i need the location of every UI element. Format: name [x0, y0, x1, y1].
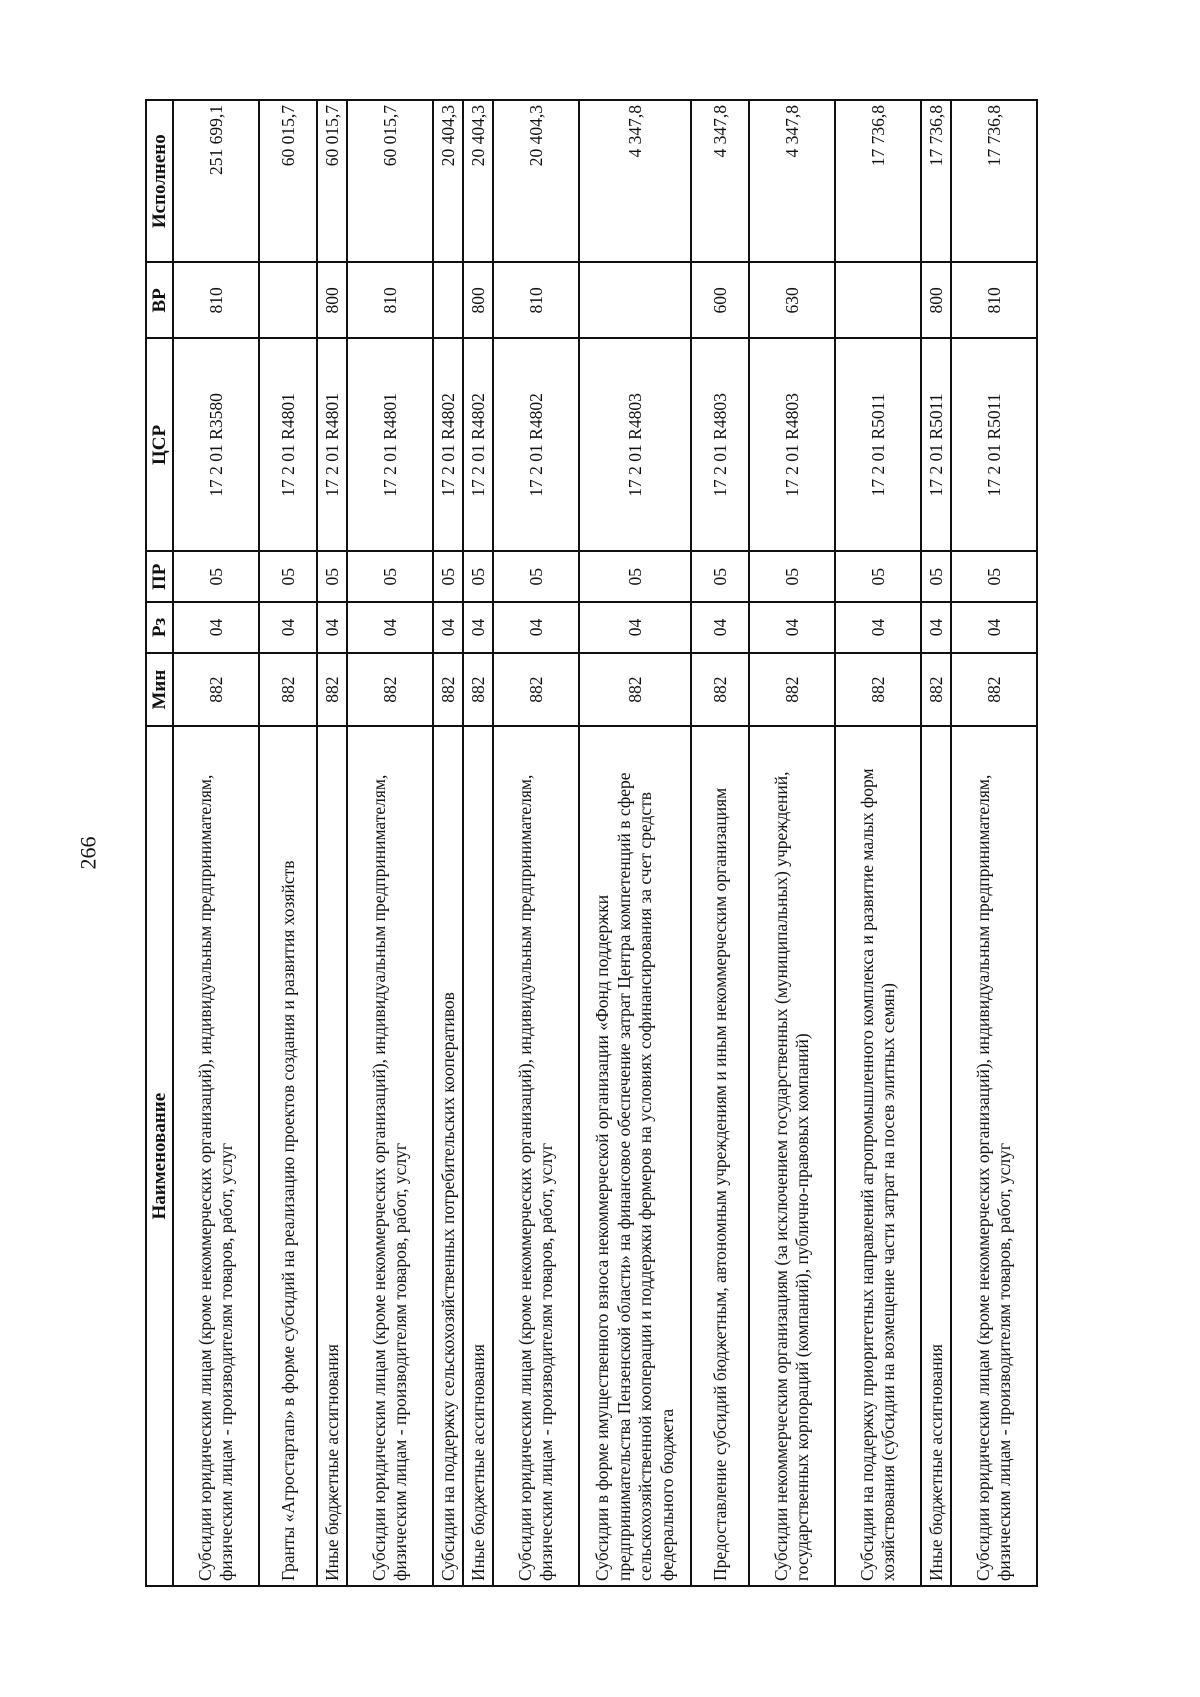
cell-csr: 17 2 01 R4801	[259, 338, 317, 551]
table-row	[691, 100, 749, 1586]
cell-pr: 05	[173, 551, 259, 602]
cell-name: Субсидии юридическим лицам (кроме некоммерческих организаций), индивидуальным предпринимателям, физическим лицам - производителям товаров, работ, услуг	[173, 726, 259, 1586]
cell-vr	[259, 262, 317, 338]
cell-executed: 20 404,3	[433, 100, 463, 262]
table-row	[347, 100, 433, 1586]
cell-csr: 17 2 01 R4802	[463, 338, 493, 551]
cell-executed: 4 347,8	[691, 100, 749, 262]
cell-pr: 05	[259, 551, 317, 602]
table-row	[921, 100, 951, 1586]
cell-executed: 251 699,1	[173, 100, 259, 262]
cell-csr: 17 2 01 R5011	[835, 338, 921, 551]
table-row	[433, 100, 463, 1586]
header-executed: Исполнено	[146, 100, 173, 262]
cell-vr: 810	[347, 262, 433, 338]
cell-pr: 05	[493, 551, 579, 602]
cell-vr: 810	[173, 262, 259, 338]
cell-min: 882	[259, 653, 317, 727]
budget-table-frame	[145, 99, 1030, 1587]
cell-rz: 04	[835, 602, 921, 653]
cell-vr	[433, 262, 463, 338]
cell-csr: 17 2 01 R4801	[347, 338, 433, 551]
table-row	[463, 100, 493, 1586]
cell-name: Иные бюджетные ассигнования	[317, 726, 347, 1586]
header-min: Мин	[146, 653, 173, 727]
cell-name: Субсидии некоммерческим организациям (за исключением государственных (муниципальных) учреждений, государственных корпораций (компаний), публично-правовых компаний)	[749, 726, 835, 1586]
cell-vr: 810	[951, 262, 1037, 338]
cell-name: Субсидии юридическим лицам (кроме некоммерческих организаций), индивидуальным предпринимателям, физическим лицам - производителям товаров, работ, услуг	[951, 726, 1037, 1586]
cell-rz: 04	[433, 602, 463, 653]
cell-rz: 04	[317, 602, 347, 653]
cell-executed: 17 736,8	[835, 100, 921, 262]
cell-pr: 05	[691, 551, 749, 602]
table-row	[173, 100, 259, 1586]
cell-name: Субсидии на поддержку сельскохозяйственных потребительских кооперативов	[433, 726, 463, 1586]
cell-min: 882	[579, 653, 691, 727]
cell-csr: 17 2 01 R4803	[579, 338, 691, 551]
cell-min: 882	[921, 653, 951, 727]
cell-pr: 05	[463, 551, 493, 602]
cell-min: 882	[433, 653, 463, 727]
cell-vr: 810	[493, 262, 579, 338]
cell-name: Предоставление субсидий бюджетным, автономным учреждениям и иным некоммерческим организациям	[691, 726, 749, 1586]
cell-rz: 04	[579, 602, 691, 653]
cell-executed: 60 015,7	[259, 100, 317, 262]
cell-executed: 20 404,3	[463, 100, 493, 262]
cell-executed: 20 404,3	[493, 100, 579, 262]
table-body	[173, 100, 1037, 1586]
budget-table	[145, 99, 1038, 1587]
cell-rz: 04	[691, 602, 749, 653]
cell-csr: 17 2 01 R3580	[173, 338, 259, 551]
cell-vr	[579, 262, 691, 338]
table-row	[835, 100, 921, 1586]
cell-vr	[835, 262, 921, 338]
cell-pr: 05	[835, 551, 921, 602]
cell-min: 882	[951, 653, 1037, 727]
cell-executed: 4 347,8	[579, 100, 691, 262]
cell-min: 882	[493, 653, 579, 727]
cell-pr: 05	[749, 551, 835, 602]
header-vr: ВР	[146, 262, 173, 338]
cell-name: Иные бюджетные ассигнования	[921, 726, 951, 1586]
cell-vr: 800	[921, 262, 951, 338]
cell-min: 882	[317, 653, 347, 727]
cell-rz: 04	[951, 602, 1037, 653]
cell-pr: 05	[921, 551, 951, 602]
cell-min: 882	[347, 653, 433, 727]
table-row	[493, 100, 579, 1586]
cell-executed: 17 736,8	[951, 100, 1037, 262]
cell-csr: 17 2 01 R4803	[749, 338, 835, 551]
cell-min: 882	[463, 653, 493, 727]
cell-csr: 17 2 01 R4801	[317, 338, 347, 551]
cell-min: 882	[173, 653, 259, 727]
cell-csr: 17 2 01 R4803	[691, 338, 749, 551]
page-number: 266	[75, 836, 101, 870]
cell-vr: 800	[463, 262, 493, 338]
cell-executed: 60 015,7	[317, 100, 347, 262]
cell-min: 882	[749, 653, 835, 727]
cell-rz: 04	[259, 602, 317, 653]
cell-executed: 60 015,7	[347, 100, 433, 262]
table-row	[579, 100, 691, 1586]
cell-csr: 17 2 01 R5011	[951, 338, 1037, 551]
cell-vr: 600	[691, 262, 749, 338]
cell-csr: 17 2 01 R4802	[493, 338, 579, 551]
cell-csr: 17 2 01 R5011	[921, 338, 951, 551]
header-name: Наименование	[146, 726, 173, 1586]
cell-pr: 05	[347, 551, 433, 602]
cell-pr: 05	[433, 551, 463, 602]
cell-min: 882	[835, 653, 921, 727]
cell-rz: 04	[749, 602, 835, 653]
cell-csr: 17 2 01 R4802	[433, 338, 463, 551]
cell-min: 882	[691, 653, 749, 727]
cell-rz: 04	[463, 602, 493, 653]
cell-executed: 4 347,8	[749, 100, 835, 262]
header-pr: ПР	[146, 551, 173, 602]
header-csr: ЦСР	[146, 338, 173, 551]
table-row	[749, 100, 835, 1586]
cell-executed: 17 736,8	[921, 100, 951, 262]
cell-vr: 630	[749, 262, 835, 338]
table-row	[259, 100, 317, 1586]
cell-name: Гранты «Агростартап» в форме субсидий на реализацию проектов создания и развития хозяйств	[259, 726, 317, 1586]
table-row	[317, 100, 347, 1586]
table-row	[951, 100, 1037, 1586]
cell-rz: 04	[921, 602, 951, 653]
table-header-row	[146, 100, 173, 1586]
cell-pr: 05	[317, 551, 347, 602]
cell-pr: 05	[951, 551, 1037, 602]
cell-pr: 05	[579, 551, 691, 602]
cell-vr: 800	[317, 262, 347, 338]
cell-rz: 04	[347, 602, 433, 653]
cell-name: Субсидии юридическим лицам (кроме некоммерческих организаций), индивидуальным предпринимателям, физическим лицам - производителям товаров, работ, услуг	[493, 726, 579, 1586]
cell-rz: 04	[173, 602, 259, 653]
cell-name: Субсидии в форме имущественного взноса некоммерческой организации «Фонд поддержки предпринимательства Пензенской области» на финансовое обеспечение затрат Центра компетенций в сфере сельскохозяйственной кооперации и поддержки фермеров на условиях софинансирования за счет средств федерального бюджета	[579, 726, 691, 1586]
cell-name: Субсидии юридическим лицам (кроме некоммерческих организаций), индивидуальным предпринимателям, физическим лицам - производителям товаров, работ, услуг	[347, 726, 433, 1586]
header-rz: Рз	[146, 602, 173, 653]
cell-rz: 04	[493, 602, 579, 653]
cell-name: Субсидии на поддержку приоритетных направлений агропромышленного комплекса и развитие малых форм хозяйствования (субсидии на возмещение части затрат на посев элитных семян)	[835, 726, 921, 1586]
cell-name: Иные бюджетные ассигнования	[463, 726, 493, 1586]
